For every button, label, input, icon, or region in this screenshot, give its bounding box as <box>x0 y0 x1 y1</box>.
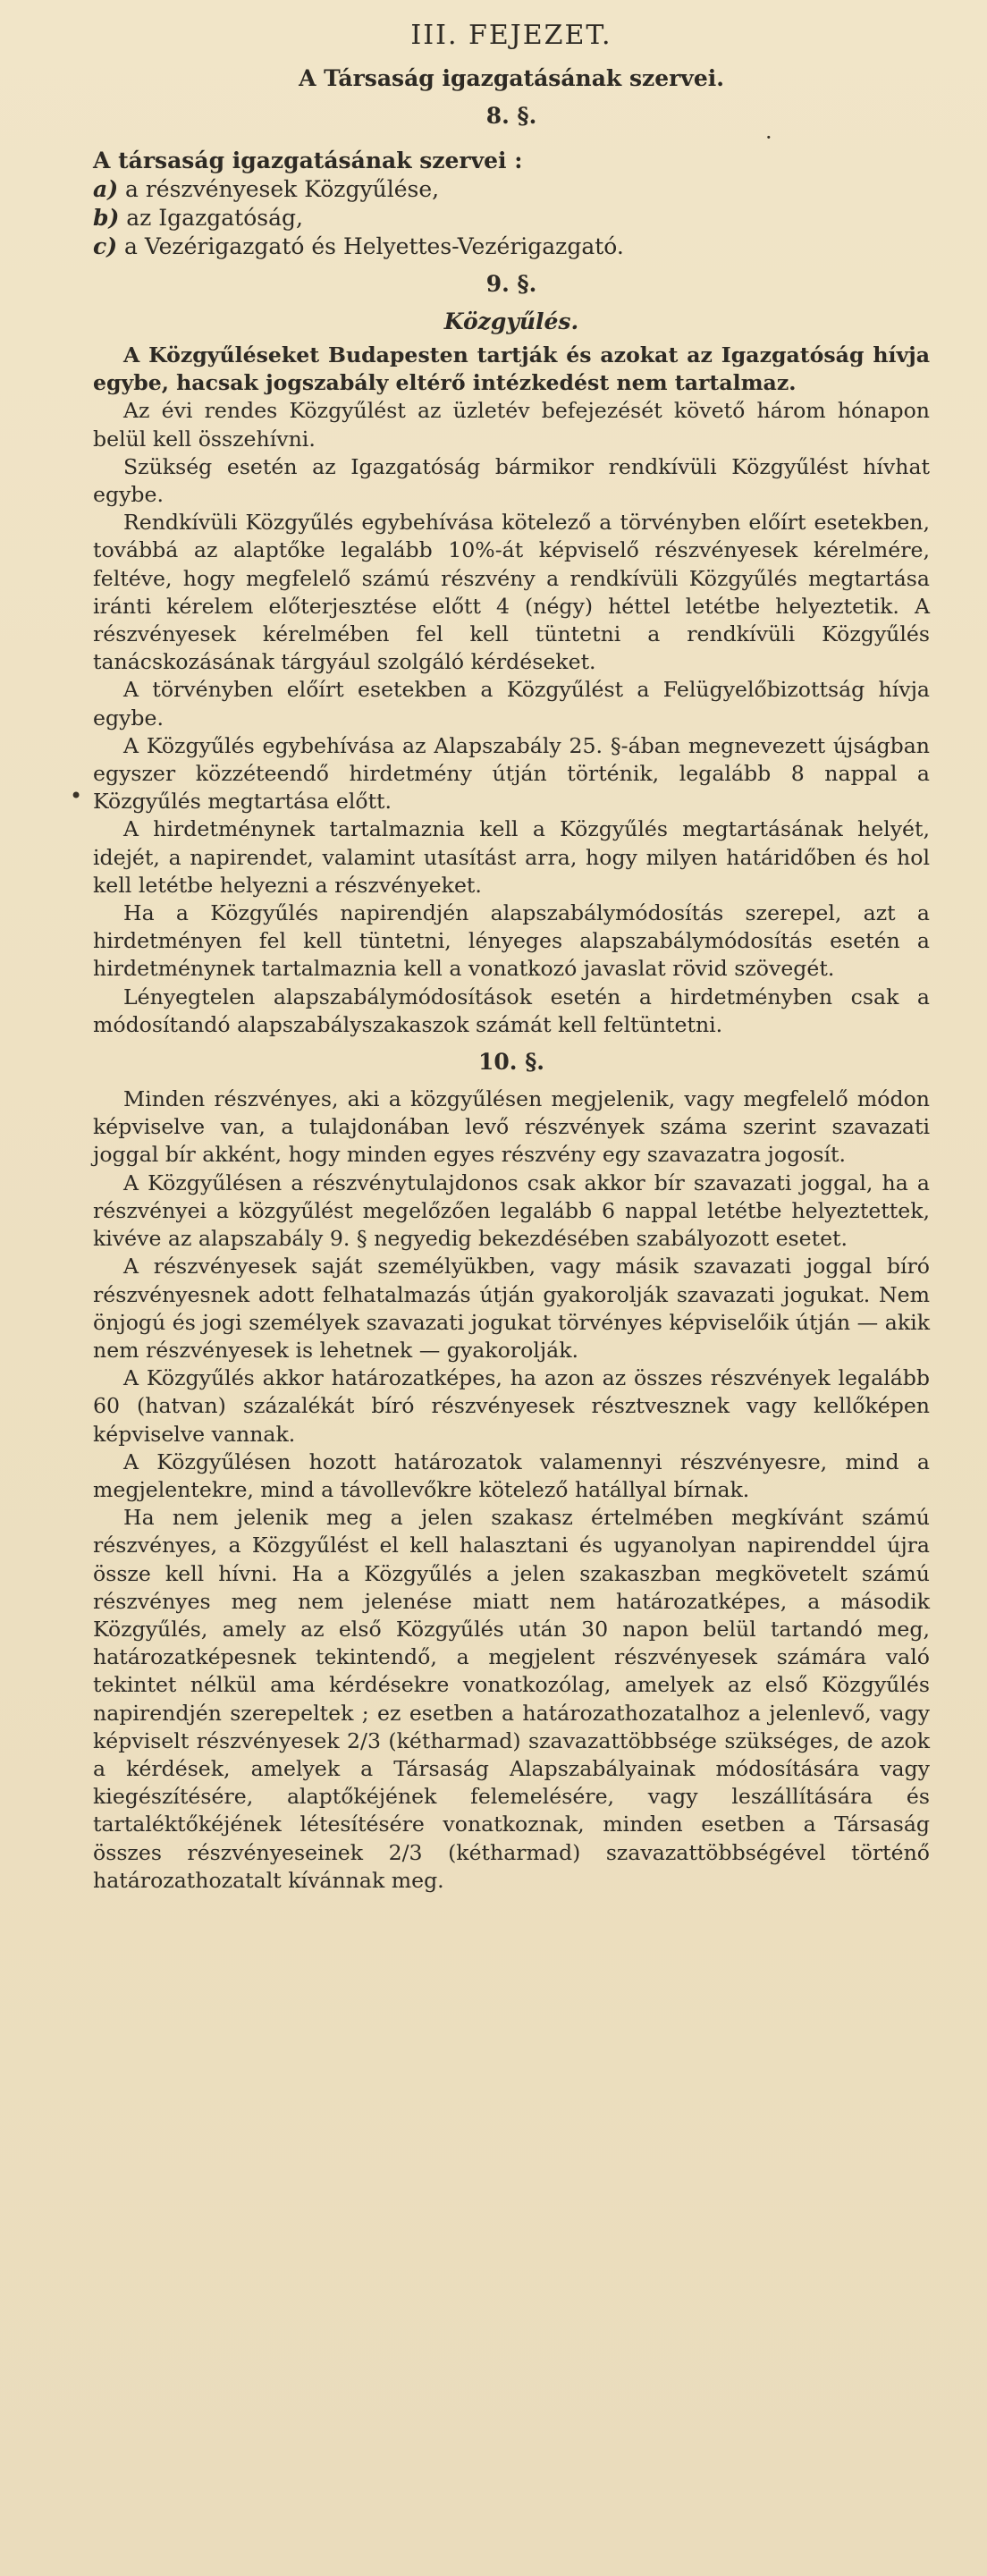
item-text: a részvényesek Közgyűlése, <box>124 176 440 202</box>
section-9-paragraph: A hirdetménynek tartalmaznia kell a Közgyűlés megtartásának helyét, idejét, a napirendet, valamint utasítást arra, hogy milyen határidőben és hol kell letétbe helyezni a részvényeket. <box>93 816 930 898</box>
section-9-paragraph: Lényegtelen alapszabálymódosítások esetén a hirdetményben csak a módosítandó alapszabályszakaszok számát kell feltüntetni. <box>93 984 930 1037</box>
item-letter: b) <box>93 205 120 231</box>
section-9-paragraph: A Közgyűléseket Budapesten tartják és azokat az Igazgatóság hívja egybe, hacsak jogszabály eltérő intézkedést nem tartalmaz. <box>93 342 930 396</box>
speck-mark: · <box>765 125 772 150</box>
section-8-item-c <box>93 232 930 261</box>
section-9-paragraph: A Közgyűlés egybehívása az Alapszabály 25. §-ában megnevezett újságban egyszer közzéteendő hirdetmény útján történik, legalább 8 nappal a Közgyűlés megtartása előtt. <box>93 732 930 815</box>
section-10-paragraph: A Közgyűlés akkor határozatképes, ha azon az összes részvények legalább 60 (hatvan) százalékát bíró részvényesek résztvesznek vagy kellőképen képviselve vannak. <box>93 1365 930 1447</box>
section-9-paragraph: Rendkívüli Közgyűlés egybehívása kötelező a törvényben előírt esetekben, továbbá az alaptőke legalább 10%-át képviselő részvényesek kérelmére, feltéve, hogy megfelelő számú részvény a rendkívüli Közgyűlés megtartása iránti kérelem előterjesztése előtt 4 (négy) héttel letétbe helyeztetik. A részvényesek kérelmében fel kell tüntetni a rendkívüli Közgyűlés tanácskozásának tárgyául szolgáló kérdéseket. <box>93 510 930 675</box>
chapter-subtitle: A Társaság igazgatásának szervei. <box>299 65 724 91</box>
section-10-paragraph: Ha nem jelenik meg a jelen szakasz értelmében megkívánt számú részvényes, a Közgyűlést el kell halasztani és ugyanolyan napirenddel újra össze kell hívni. Ha a Közgyűlés a jelen szakaszban megkövetelt számú részvényes meg nem jelenése miatt nem határozatképes, a második Közgyűlés, amely az első Közgyűlés után 30 napon belül tartandó meg, határozatképesnek tekintendő, a megjelent részvényesek számára való tekintet nélkül ama kérdésekre vonatkozólag, amelyek az első Közgyűlés napirendjén szerepeltek ; ez esetben a határozathozatalhoz a jelenlevő, vagy képviselt részvényesek 2/3 (kétharmad) szavazattöbbsége szükséges, de azok a kérdések, amelyek a Társaság Alapszabályainak módosítására vagy kiegészítésére, alaptőkéjének felemelésére, vagy leszállítására és tartaléktőkéjének létesítésére vonatkoznak, minden esetben a Társaság összes részvényeseinek 2/3 (kétharmad) szavazattöbbségével történő határozathozatalt kívánnak meg. <box>93 1505 930 1893</box>
section-10-paragraph: Minden részvényes, aki a közgyűlésen megjelenik, vagy megfelelő módon képviselve van, a tulajdonában levő részvények száma szerint szavazati joggal bír akként, hogy minden egyes részvény egy szavazatra jogosít. <box>93 1086 930 1168</box>
section-9-paragraph: Szükség esetén az Igazgatóság bármikor rendkívüli Közgyűlést hívhat egybe. <box>93 453 930 508</box>
section-9-paragraph: Ha a Közgyűlés napirendjén alapszabálymódosítás szerepel, azt a hirdetményen fel kell tüntetni, lényeges alapszabálymódosítás esetén a hirdetménynek tartalmaznia kell a vonatkozó javaslat rövid szövegét. <box>93 900 930 982</box>
item-letter: a) <box>93 176 119 202</box>
section-8-item-b <box>93 204 930 232</box>
section-8-intro: A társaság igazgatásának szervei : <box>93 148 523 173</box>
section-10-number: 10. §. <box>478 1049 544 1076</box>
section-8-item-a <box>93 175 930 204</box>
item-text: az Igazgatóság, <box>126 205 303 231</box>
section-9-paragraph: A törvényben előírt esetekben a Közgyűlést a Felügyelőbizottság hívja egybe. <box>93 677 930 731</box>
speck-mark: • <box>70 783 83 808</box>
chapter-title: III. FEJEZET. <box>410 20 612 51</box>
item-letter: c) <box>93 233 118 259</box>
section-10-paragraph: A Közgyűlésen a részvénytulajdonos csak akkor bír szavazati joggal, ha a részvényei a közgyűlést megelőzően legalább 6 nappal letétbe helyeztettek, kivéve az alapszabály 9. § negyedig bekezdésében szabályozott esetet. <box>93 1170 930 1252</box>
section-10-paragraph: A részvényesek saját személyükben, vagy másik szavazati joggal bíró részvényesnek adott felhatalmazás útján gyakorolják szavazati jogukat. Nem önjogú és jogi személyek szavazati jogukat törvényes képviselőik útján — akik nem részvényesek is lehetnek — gyakorolják. <box>93 1254 930 1363</box>
section-10-paragraph: A Közgyűlésen hozott határozatok valamennyi részvényesre, mind a megjelentekre, mind a távollevőkre kötelező hatállyal bírnak. <box>93 1448 930 1502</box>
item-text: a Vezérigazgató és Helyettes-Vezérigazgató. <box>124 233 624 259</box>
section-8-number: 8. §. <box>485 103 537 129</box>
section-9-paragraph: Az évi rendes Közgyűlést az üzletév befejezését követő három hónapon belül kell összehívni. <box>93 398 930 452</box>
section-9-heading: Közgyűlés. <box>443 308 579 334</box>
section-9-number: 9. §. <box>485 271 537 297</box>
